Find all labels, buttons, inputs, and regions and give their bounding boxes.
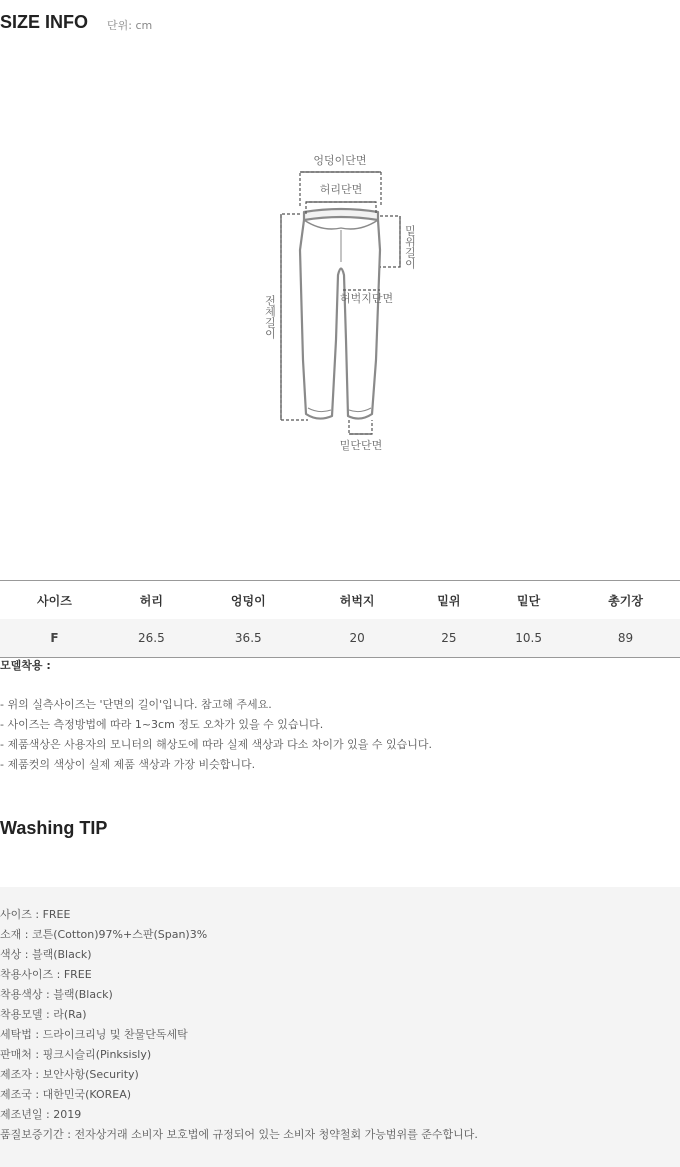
info-line: 제조년일 : 2019 xyxy=(0,1108,82,1121)
info-line: 착용색상 : 블랙(Black) xyxy=(0,988,113,1001)
table-cell: 10.5 xyxy=(486,619,571,658)
table-header-cell: 허벅지 xyxy=(303,581,412,620)
waist-label: 허리단면 xyxy=(319,183,363,196)
hip-label: 엉덩이단면 xyxy=(313,154,367,167)
info-line: 착용모델 : 라(Ra) xyxy=(0,1008,87,1021)
unit-label: 단위: cm xyxy=(107,19,153,32)
table-cell: 89 xyxy=(571,619,680,658)
rise-measure-line xyxy=(380,216,400,267)
total-length-label: 전체길이 xyxy=(263,295,277,339)
size-info-title: SIZE INFO xyxy=(0,12,89,32)
table-cell: 25 xyxy=(412,619,487,658)
table-header-cell: 사이즈 xyxy=(0,581,109,620)
table-header-cell: 엉덩이 xyxy=(194,581,303,620)
pants-diagram xyxy=(0,140,680,470)
size-notes xyxy=(0,695,432,775)
note-line: - 제품컷의 색상이 실제 제품 색상과 가장 비슷합니다. xyxy=(0,758,256,771)
table-header-cell: 밑위 xyxy=(412,581,487,620)
hem-measure-line xyxy=(349,420,372,434)
info-line: 품질보증기간 : 전자상거래 소비자 보호법에 규정되어 있는 소비자 청약철회 가능범위를 준수합니다. xyxy=(0,1128,478,1141)
size-table xyxy=(0,580,680,658)
info-line: 판매처 : 핑크시슬리(Pinksisly) xyxy=(0,1048,152,1061)
info-line: 세탁법 : 드라이크리닝 및 찬물단독세탁 xyxy=(0,1028,188,1041)
rise-label: 밑위길이 xyxy=(403,225,417,269)
pants-outline xyxy=(300,209,380,419)
note-line: - 사이즈는 측정방법에 따라 1~3cm 정도 오차가 있을 수 있습니다. xyxy=(0,718,324,731)
info-line: 제조국 : 대한민국(KOREA) xyxy=(0,1088,132,1101)
note-line: - 제품색상은 사용자의 모니터의 해상도에 따라 실제 색상과 다소 차이가 있을 수 있습니다. xyxy=(0,738,432,751)
table-cell: 20 xyxy=(303,619,412,658)
table-cell: 26.5 xyxy=(109,619,194,658)
product-info-list xyxy=(0,905,478,1145)
table-header-row xyxy=(0,581,680,620)
table-header-cell: 허리 xyxy=(109,581,194,620)
info-line: 소재 : 코튼(Cotton)97%+스판(Span)3% xyxy=(0,928,208,941)
info-line: 제조자 : 보안사항(Security) xyxy=(0,1068,139,1081)
table-row xyxy=(0,619,680,658)
table-header-cell: 밑단 xyxy=(486,581,571,620)
info-line: 사이즈 : FREE xyxy=(0,908,71,921)
info-line: 색상 : 블랙(Black) xyxy=(0,948,92,961)
table-cell: F xyxy=(0,619,109,658)
table-header-cell: 총기장 xyxy=(571,581,680,620)
thigh-label: 허벅지단면 xyxy=(340,292,394,305)
table-cell: 36.5 xyxy=(194,619,303,658)
model-wear-label: 모델착용 : xyxy=(0,659,51,672)
note-line: - 위의 실측사이즈는 '단면의 길이'입니다. 참고해 주세요. xyxy=(0,698,272,711)
hem-label: 밑단단면 xyxy=(339,439,383,452)
info-line: 착용사이즈 : FREE xyxy=(0,968,92,981)
washing-tip-title: Washing TIP xyxy=(0,818,108,838)
